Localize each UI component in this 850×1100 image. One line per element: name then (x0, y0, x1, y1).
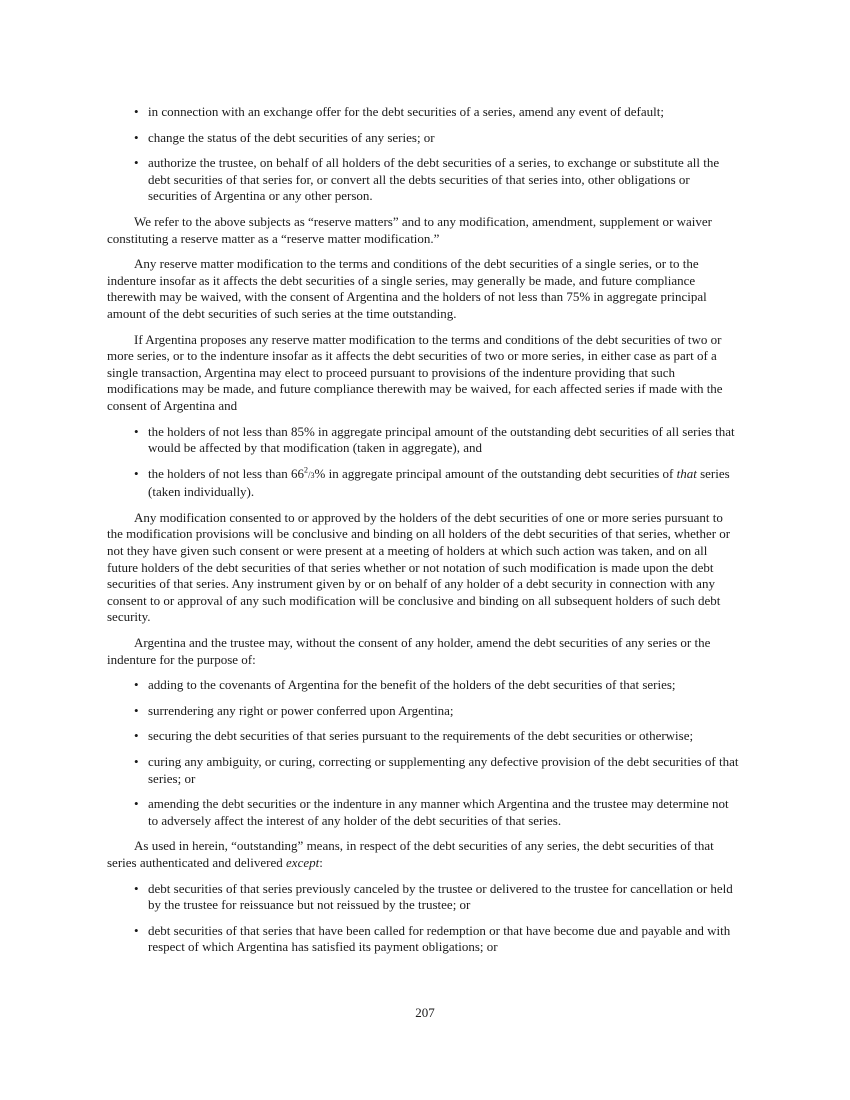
paragraph-consented-modification: Any modification consented to or approved by the holders of the debt securities of one or more series pursuant to the modification provisions will be conclusive and binding on all holders of the debt securities of that series, whether or not they have given such consent or were present at a meeting of holders at which such action was taken, and on all future holders of the debt securities of that series whether or not notation of such modification is made upon the debt securities of that series. Any instrument given by or on behalf of any holder of a debt security in connection with any consent to or approval of any such modification will be conclusive and binding on all subsequent holders of such debt security. (107, 509, 731, 625)
list-item-text: surrendering any right or power conferred upon Argentina; (148, 702, 454, 718)
bullet-glyph: • (134, 728, 139, 744)
fraction-slash: / (307, 469, 311, 480)
paragraph-multiple-series: If Argentina proposes any reserve matter modification to the terms and conditions of the debt securities of two or more series, or to the indenture insofar as it affects the debt securities of two or more series, in either case as part of a single transaction, Argentina may elect to proceed pursuant to provisions of the indenture providing that such modifications may be made, and future compliance therewith may be waived, for each affected series if made with the consent of Argentina and (107, 331, 723, 413)
paragraph-outstanding-definition (107, 838, 741, 871)
list-item (107, 466, 741, 501)
list-item-text: curing any ambiguity, or curing, correcting or supplementing any defective provision of the debt securities of that series; or (148, 754, 739, 786)
list-item (107, 923, 741, 956)
emphasis-text: that (676, 465, 697, 481)
text-segment: : (319, 854, 323, 870)
list-item (107, 130, 741, 147)
bullet-glyph: • (134, 880, 139, 896)
bullet-glyph: • (134, 702, 139, 718)
paragraph-single-series: Any reserve matter modification to the terms and conditions of the debt securities of a single series, or to the indenture insofar as it affects the debt securities of a single series, may generally be made, and future compliance therewith may be waived, with the consent of Argentina and the holders of not less than 75% in aggregate principal amount of the debt securities of such series at the time outstanding. (107, 256, 707, 321)
list-item-text: authorize the trustee, on behalf of all holders of the debt securities of a series, to exchange or substitute all the debt securities of that series for, or convert all the debts securities of that series into, other obligations or securities of Argentina or any other person. (148, 155, 720, 204)
emphasis-text: except (286, 854, 320, 870)
text-segment: As used in herein, “outstanding” means, in respect of the debt securities of any series, the debt securities of that series authenticated and delivered (107, 838, 714, 870)
bullet-glyph: • (134, 155, 139, 171)
paragraph-without-consent: Argentina and the trustee may, without the consent of any holder, amend the debt securities of any series or the indenture for the purpose of: (107, 635, 711, 667)
bullet-glyph: • (134, 754, 139, 769)
list-item (107, 104, 741, 121)
bullet-glyph: • (134, 129, 139, 145)
list-item-text: adding to the covenants of Argentina for the benefit of the holders of the debt securities of that series; (148, 677, 676, 693)
bullet-glyph: • (134, 465, 139, 481)
page-number: 207 (415, 1005, 435, 1020)
list-item-text: debt securities of that series previously canceled by the trustee or delivered to the trustee for cancellation or held by the trustee for reissuance but not reissued by the trustee; or (148, 880, 733, 913)
fraction-denominator: 3 (310, 470, 315, 480)
list-item-text (148, 466, 730, 500)
bullet-glyph: • (134, 104, 139, 119)
list-item-text: securing the debt securities of that series pursuant to the requirements of the debt securities or otherwise; (148, 728, 694, 744)
list-item (107, 155, 741, 205)
bullet-glyph: • (134, 677, 139, 693)
list-item-text: change the status of the debt securities of any series; or (148, 129, 435, 145)
list-item-text: debt securities of that series that have been called for redemption or that have become due and payable and with respect of which Argentina has satisfied its payment obligations; or (148, 922, 731, 955)
list-item (107, 728, 741, 745)
list-item (107, 881, 741, 914)
text-segment: series (taken individually). (148, 465, 730, 500)
document-page (107, 104, 741, 965)
bullet-glyph: • (134, 796, 139, 812)
fraction-numerator: 2 (303, 465, 308, 475)
list-item (107, 796, 741, 829)
bullet-glyph: • (134, 423, 139, 439)
paragraph-reserve-matters: We refer to the above subjects as “reserve matters” and to any modification, amendment, supplement or waiver constituting a reserve matter as a “reserve matter modification.” (107, 213, 712, 246)
list-item-text: amending the debt securities or the indenture in any manner which Argentina and the trustee may determine not to adversely affect the interest of any holder of the debt securities of that series. (148, 796, 729, 828)
list-item (107, 677, 741, 694)
list-item (107, 754, 741, 787)
list-item-text: in connection with an exchange offer for the debt securities of a series, amend any event of default; (148, 104, 664, 119)
list-item-text: the holders of not less than 85% in aggregate principal amount of the outstanding debt securities of all series that would be affected by that modification (taken in aggregate), and (148, 423, 735, 456)
list-item (107, 424, 741, 457)
bullet-glyph: • (134, 922, 139, 938)
list-item (107, 703, 741, 720)
text-segment: the holders of not less than 66 (148, 465, 304, 481)
text-segment: % in aggregate principal amount of the outstanding debt securities of (314, 465, 677, 481)
